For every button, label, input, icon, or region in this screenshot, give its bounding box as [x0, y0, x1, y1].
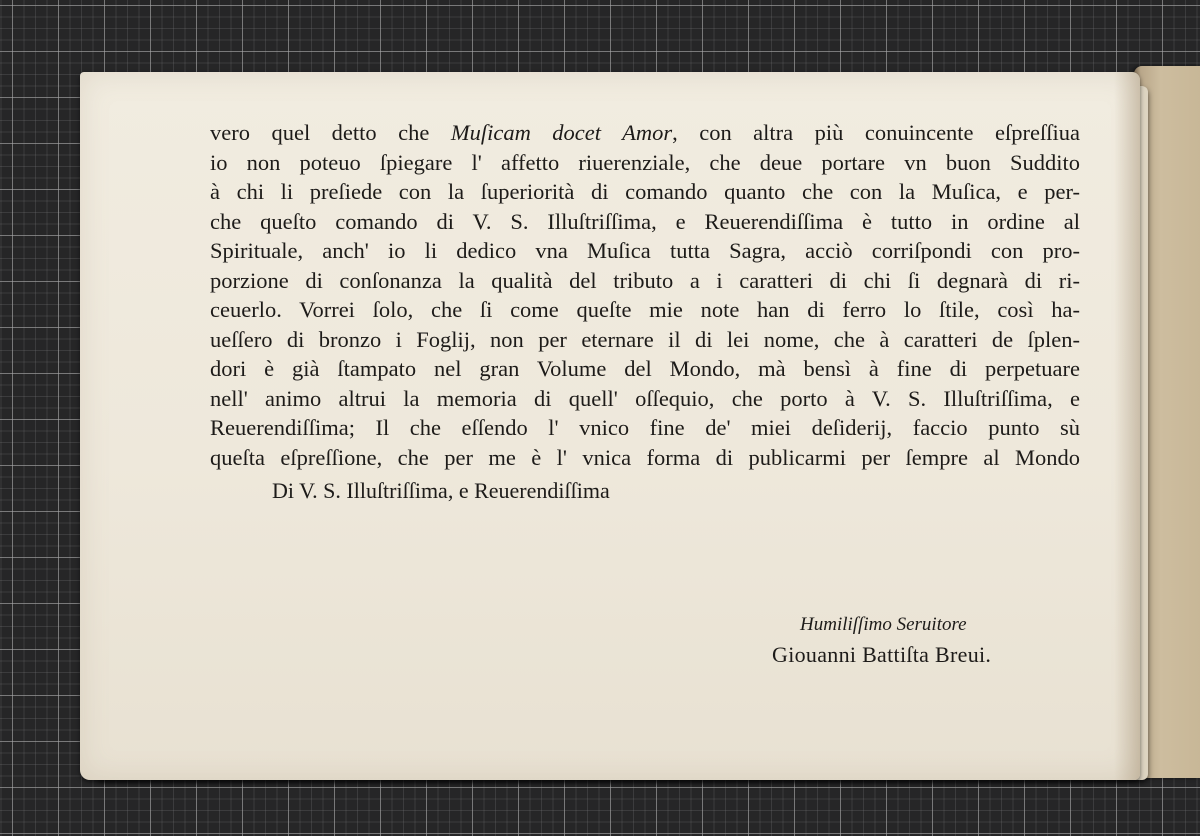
- salutation: Di V. S. Illuſtriſſima, e Reuerendiſſima: [272, 478, 610, 503]
- text-line: dori è già ſtampato nel gran Volume del Mondo, mà bensì à fine di perpetuare: [210, 356, 1080, 381]
- text-line: ceuerlo. Vorrei ſolo, che ſi come queſte mie note han di ferro lo ſtile, così ha-: [210, 297, 1080, 322]
- text-line: io non poteuo ſpiegare l' affetto riuerenziale, che deue portare vn buon Suddito: [210, 149, 1080, 175]
- text-line: porzione di conſonanza la qualità del tributo a i caratteri di chi ſi degnarà di ri-: [210, 267, 1080, 293]
- text-line: nell' animo altrui la memoria di quell' oſſequio, che porto à V. S. Illuſtriſſima, e: [210, 385, 1080, 411]
- closing-formula: Humiliſſimo Seruitore: [800, 614, 967, 635]
- text-line: Reuerendiſſima; Il che eſſendo l' vnico fine de' miei deſiderij, faccio punto sù: [210, 415, 1080, 440]
- text-line: queſta eſpreſſione, che per me è l' vnica forma di publicarmi per ſempre al Mondo: [210, 444, 1080, 470]
- text-line: vero quel detto che Muſicam docet Amor, con altra più conuincente eſpreſſiua: [210, 120, 1080, 145]
- dedication-body: [210, 118, 1080, 472]
- signature-name: Giouanni Battiſta Breui.: [772, 642, 992, 667]
- text-line: Spirituale, anch' io li dedico vna Muſica tutta Sagra, acciò corriſpondi con pro-: [210, 238, 1080, 263]
- text-line: ueſſero di bronzo i Foglij, non per eternare il di lei nome, che à caratteri de ſplen-: [210, 326, 1080, 352]
- text-line: che queſto comando di V. S. Illuſtriſſima, e Reuerendiſſima è tutto in ordine al: [210, 208, 1080, 234]
- text-line: à chi li preſiede con la ſuperiorità di comando quanto che con la Muſica, e per-: [210, 179, 1080, 204]
